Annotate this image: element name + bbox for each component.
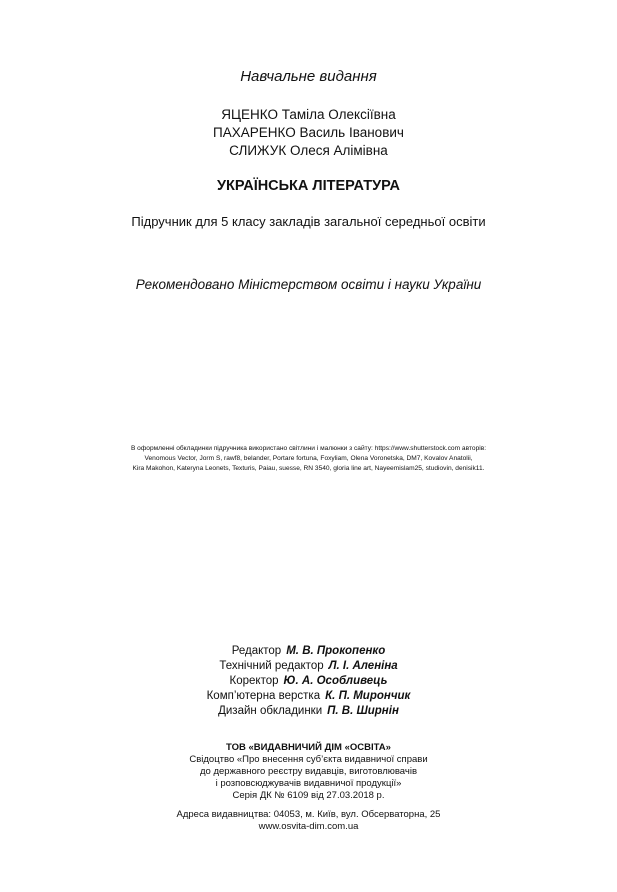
credit-person: К. П. Мирончик [325,690,411,702]
author-2: ПАХАРЕНКО Василь Іванович [213,125,404,140]
image-credits-line-2: Venomous Vector, Jorm S, rawf8, belander, Portare fortuna, Foxyliam, Olena Voronetska, DM7, Kovalov Anatolii, [144,455,473,462]
publisher-address: Адреса видавництва: 04053, м. Київ, вул. Обсерваторна, 25 [176,809,441,820]
publisher-certificate-1: Свідоцтво «Про внесення суб’єкта видавничої справи [189,754,428,765]
book-subtitle: Підручник для 5 класу закладів загальної середньої освіти [131,214,486,229]
credit-cover-design [0,705,617,717]
credit-editor [0,645,617,657]
credit-person: Л. І. Аленіна [328,660,398,672]
image-credits-line-1: В оформленні обкладинки підручника використано світлини і малюнки з сайту: https://www.shutterstock.com авторів: [130,445,487,452]
credit-tech-editor [0,660,617,672]
credit-person: М. В. Прокопенко [286,645,386,657]
author-1: ЯЦЕНКО Таміла Олексіївна [221,107,396,122]
publisher-certificate-3: і розповсюджувачів видавничої продукції» [215,778,402,789]
credit-role: Редактор [231,645,282,657]
credit-role: Комп’ютерна верстка [206,690,321,702]
credit-person: П. В. Ширнін [327,705,399,717]
credit-layout [0,690,617,702]
publisher-certificate-4: Серія ДК № 6109 від 27.03.2018 р. [232,790,385,801]
credit-role: Технічний редактор [219,660,324,672]
publisher-website: www.osvita-dim.com.ua [258,821,359,832]
credit-role: Дизайн обкладинки [218,705,323,717]
publisher-certificate-2: до державного реєстру видавців, виготовлювачів [200,766,417,777]
credit-role: Коректор [229,675,279,687]
author-3: СЛИЖУК Олеся Алімівна [229,143,388,158]
credit-proofreader [0,675,617,687]
edition-type: Навчальне видання [240,68,377,85]
image-credits-line-3: Kira Makohon, Kateryna Leonets, Texturis, Paiau, suesse, RN 3540, gloria line art, Nayeemislam25, studiovin, denisik11. [132,465,485,472]
recommendation: Рекомендовано Міністерством освіти і науки України [135,277,482,292]
publisher-name: ТОВ «ВИДАВНИЧИЙ ДІМ «ОСВІТА» [226,742,391,753]
credit-person: Ю. А. Особливець [283,675,388,687]
book-title: УКРАЇНСЬКА ЛІТЕРАТУРА [216,178,401,194]
